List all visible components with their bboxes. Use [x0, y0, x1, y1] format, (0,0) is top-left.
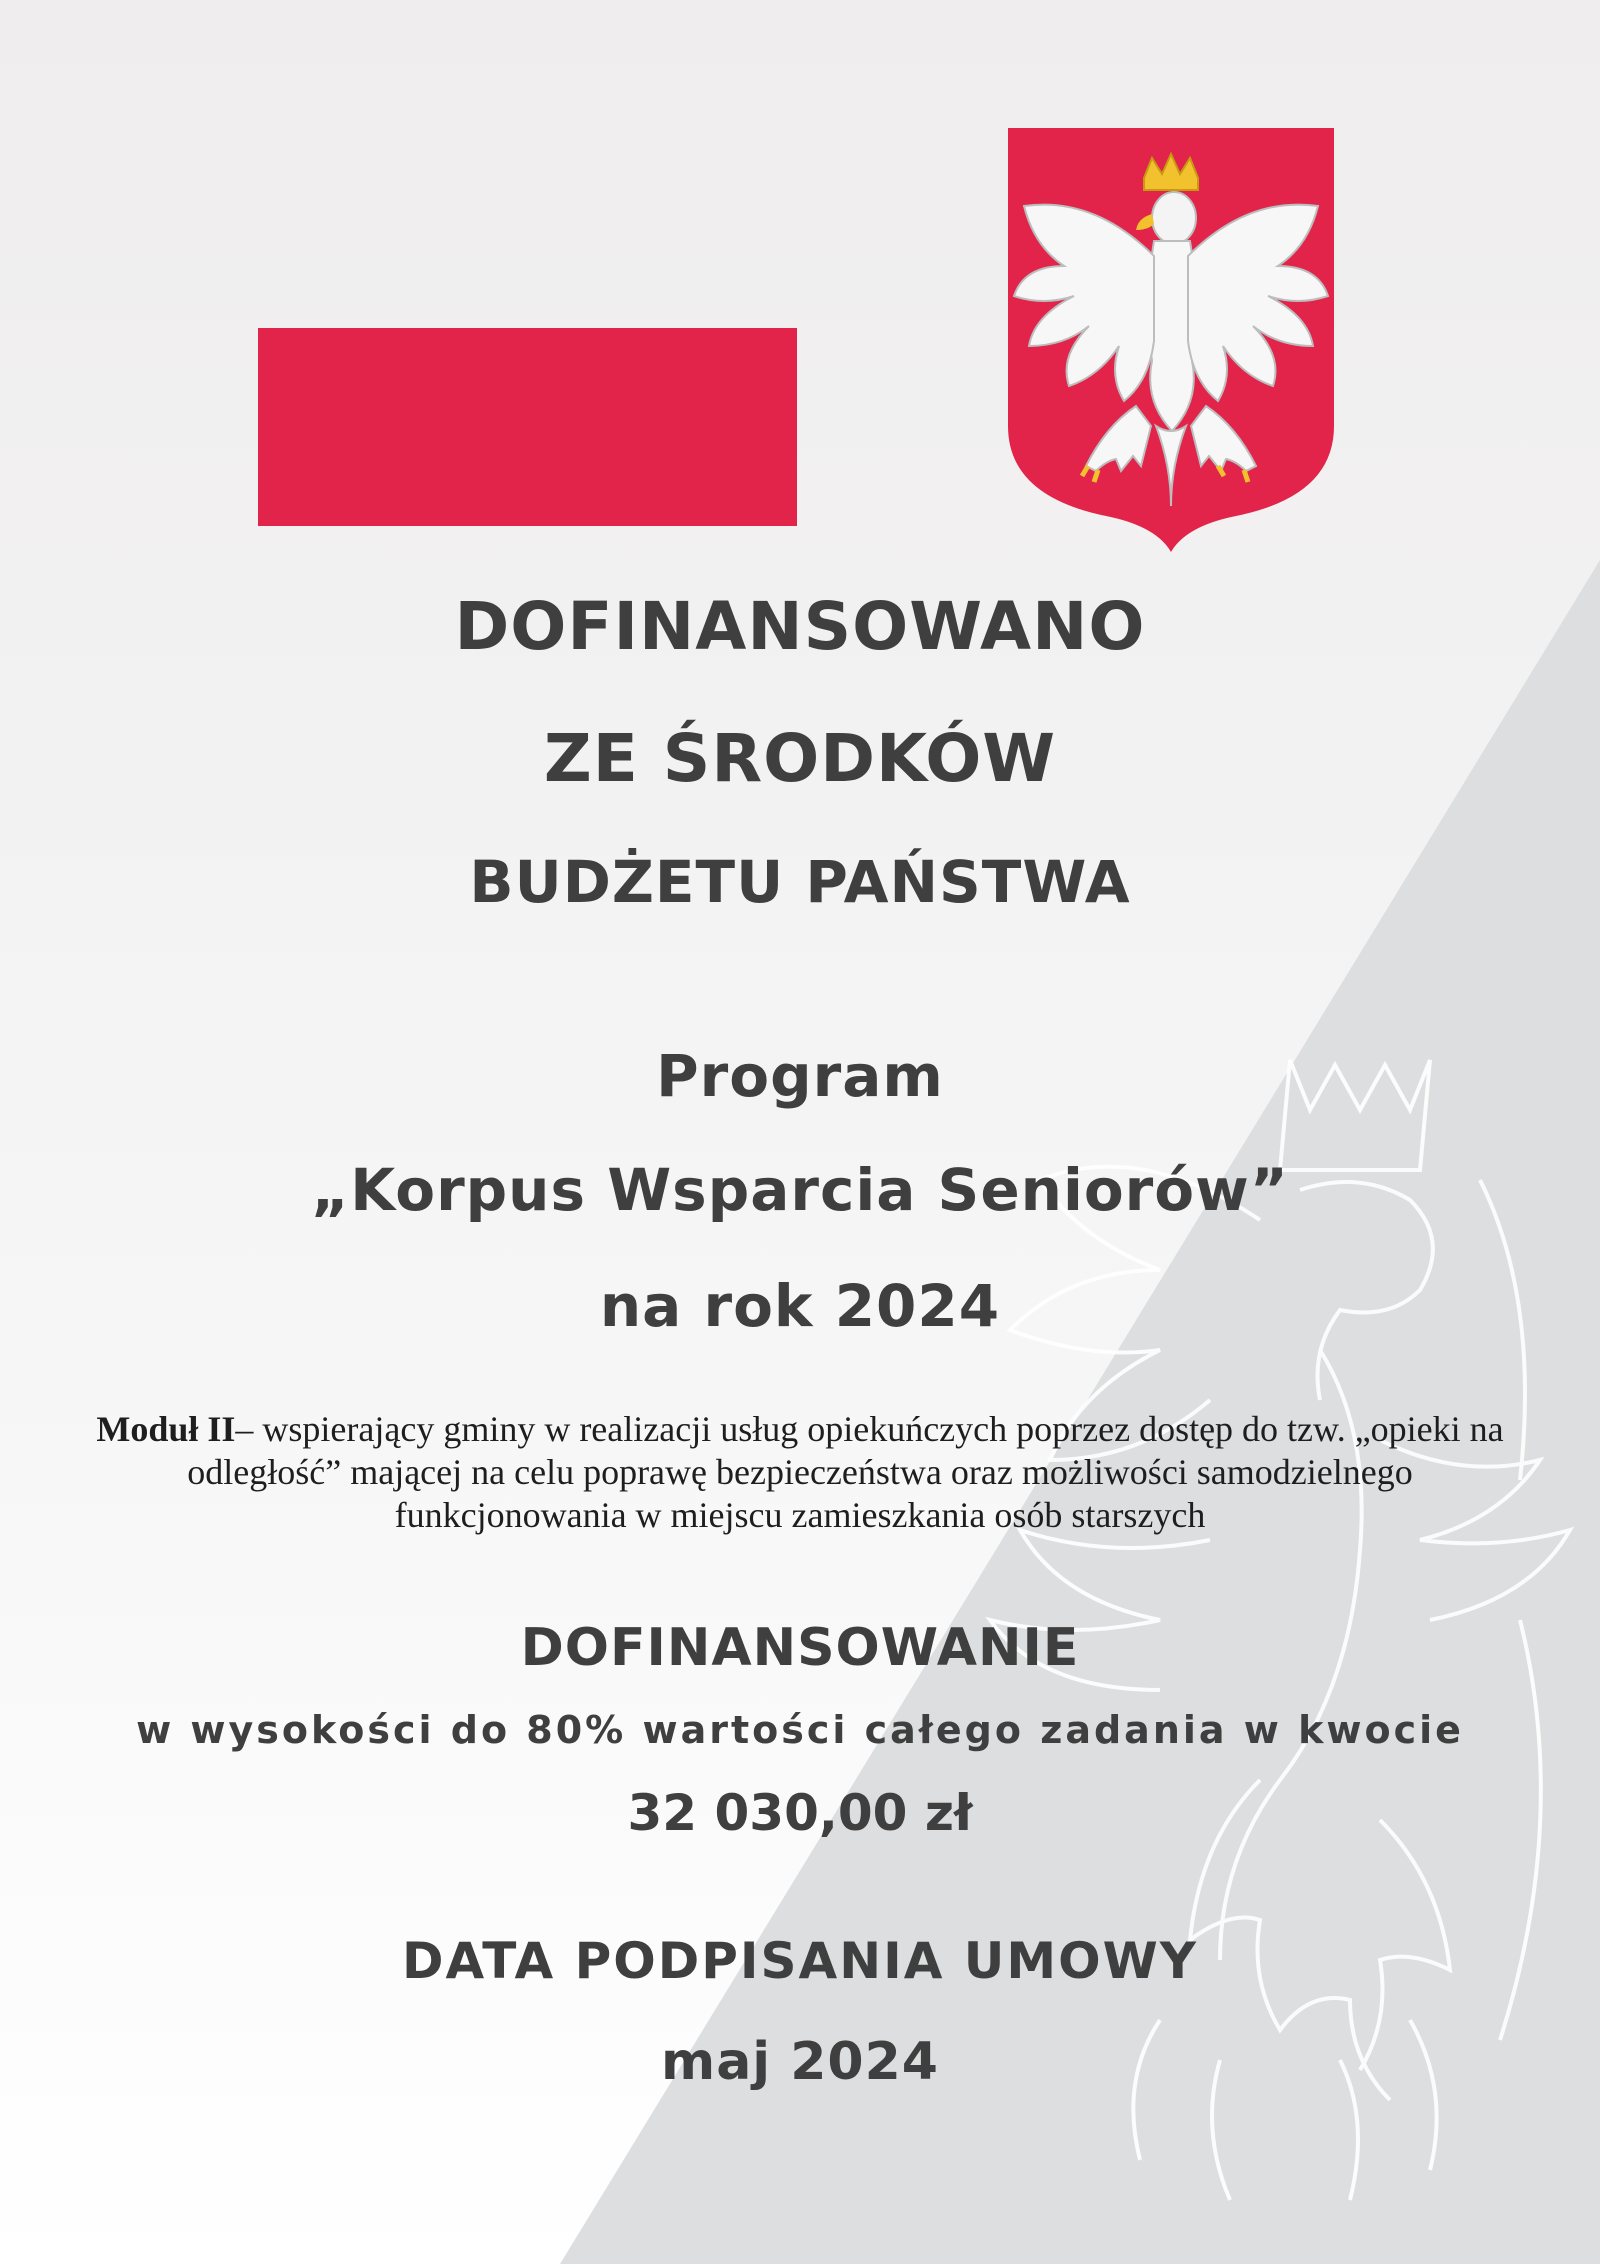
- funding-title: DOFINANSOWANIE: [520, 1618, 1080, 1678]
- polish-coat-of-arms-icon: [1006, 126, 1336, 554]
- polish-flag-stripe: [258, 328, 797, 526]
- header-line-2: ZE ŚRODKÓW: [543, 720, 1057, 797]
- module-text: – wspierający gminy w realizacji usług opiekuńczych poprzez dostęp do tzw. „opieki na odległość” mającej na celu poprawę bezpieczeństwa oraz możliwości samodzielnego funkcjonowania w miejscu zamieszkania osób starszych: [187, 1409, 1504, 1535]
- header-line-1: DOFINANSOWANO: [454, 588, 1146, 665]
- funding-description: w wysokości do 80% wartości całego zadania w kwocie: [136, 1708, 1464, 1752]
- funding-amount: 32 030,00 zł: [627, 1784, 973, 1842]
- contract-title: DATA PODPISANIA UMOWY: [401, 1932, 1199, 1990]
- program-year: na rok 2024: [599, 1272, 1001, 1340]
- module-label: Moduł II: [96, 1409, 236, 1449]
- program-line-1: Program: [656, 1042, 944, 1110]
- program-name: „Korpus Wsparcia Seniorów”: [311, 1156, 1289, 1224]
- header-line-3: BUDŻETU PAŃSTWA: [469, 848, 1131, 916]
- module-description: [80, 1408, 1520, 1537]
- contract-date: maj 2024: [661, 2032, 939, 2092]
